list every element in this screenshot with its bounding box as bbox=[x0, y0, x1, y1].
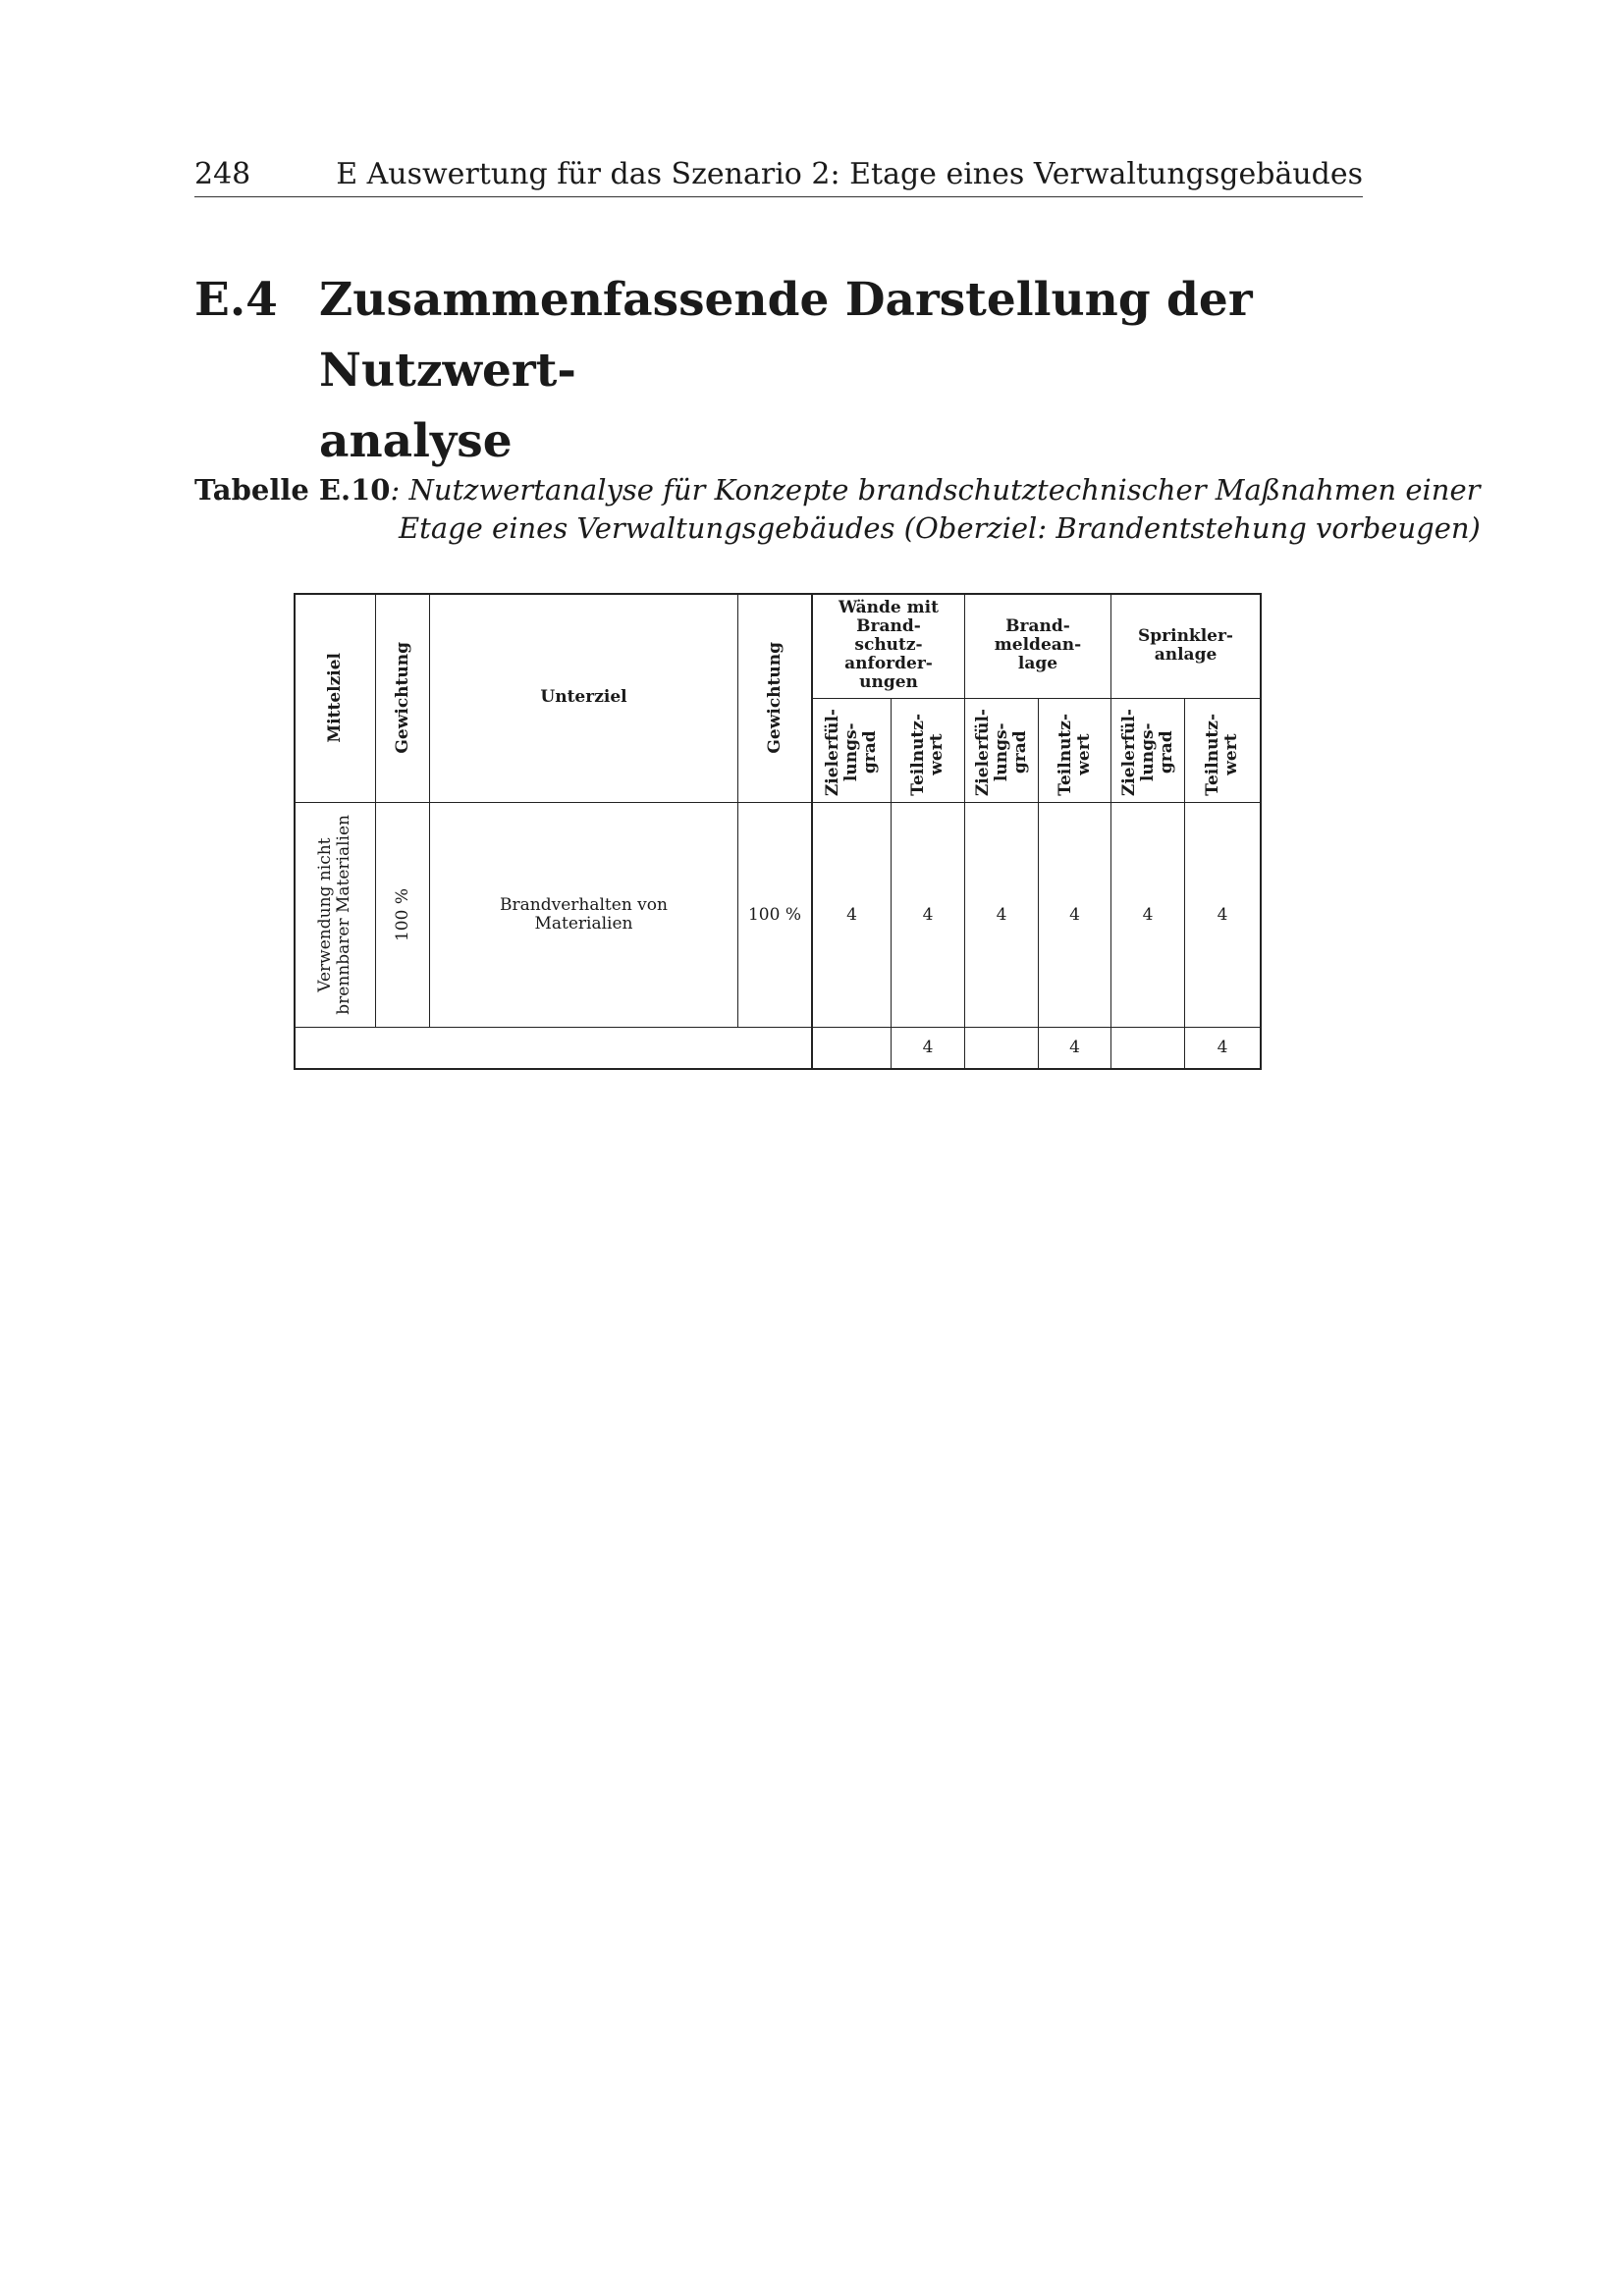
subheader-label: Zielerfül- lungs- grad bbox=[972, 708, 1030, 796]
subheader-label: Zielerfül- lungs- grad bbox=[823, 708, 880, 796]
value-cell: 4 bbox=[846, 904, 857, 925]
concept-name-line: lage bbox=[1017, 654, 1058, 673]
header-mittelziel bbox=[294, 593, 376, 802]
concept-name-line: anlage bbox=[1154, 644, 1218, 665]
concept-name-line: Brand- bbox=[1005, 616, 1070, 636]
page-header bbox=[194, 155, 1363, 197]
mittelziel-text: Verwendung nicht brennbarer Materialien bbox=[315, 815, 353, 1015]
utility-analysis-table bbox=[294, 593, 1262, 1070]
section-title-line: analyse bbox=[319, 414, 513, 468]
gewichtung-value: 100 % bbox=[747, 904, 801, 925]
header-concept bbox=[1111, 593, 1260, 698]
value-cell: 4 bbox=[1217, 904, 1228, 925]
subheader-zielerfuellungsgrad bbox=[1111, 699, 1184, 802]
total-cell: 4 bbox=[1069, 1038, 1080, 1057]
total-cell: 4 bbox=[1217, 1038, 1228, 1057]
subheader-teilnutzwert bbox=[1185, 699, 1260, 802]
subheader-zielerfuellungsgrad bbox=[813, 699, 891, 802]
subheader-label: Teilnutz- wert bbox=[908, 714, 947, 796]
concept-name-line: schutz- bbox=[854, 635, 923, 655]
section-number: E.4 bbox=[194, 273, 278, 327]
header-concept bbox=[965, 593, 1110, 698]
subheader-zielerfuellungsgrad bbox=[965, 699, 1038, 802]
caption-line bbox=[194, 471, 1481, 509]
header-concept bbox=[813, 593, 964, 698]
concept-name-line: anforder- bbox=[844, 654, 933, 673]
table-rule bbox=[294, 1027, 1262, 1028]
header-mittelziel-label: Mittelziel bbox=[324, 652, 345, 743]
subheader-label: Teilnutz- wert bbox=[1203, 714, 1241, 796]
gewichtung-value: 100 % bbox=[392, 887, 412, 941]
concept-name-line: Wände mit bbox=[839, 598, 939, 617]
value-cell: 4 bbox=[996, 904, 1007, 925]
value-cell: 4 bbox=[1142, 904, 1154, 925]
section-title bbox=[319, 265, 1360, 477]
row-gewichtung bbox=[738, 803, 811, 1027]
running-title: E Auswertung für das Szenario 2: Etage eines Verwaltungsgebäudes bbox=[336, 157, 1363, 191]
header-gewichtung bbox=[376, 593, 429, 802]
header-unterziel bbox=[430, 593, 737, 802]
concept-name-line: Brand- bbox=[856, 616, 921, 636]
header-gewichtung-label: Gewichtung bbox=[764, 641, 785, 754]
header-gewichtung bbox=[738, 593, 811, 802]
table-rule bbox=[294, 1068, 1262, 1070]
subheader-label: Zielerfül- lungs- grad bbox=[1118, 708, 1176, 796]
value-cell: 4 bbox=[1069, 904, 1080, 925]
row-gewichtung bbox=[376, 803, 429, 1027]
row-mittelziel bbox=[294, 803, 376, 1027]
table-caption bbox=[194, 471, 1481, 548]
total-cell: 4 bbox=[922, 1038, 934, 1057]
concept-name-line: meldean- bbox=[994, 635, 1082, 655]
header-unterziel-label: Unterziel bbox=[540, 687, 627, 707]
unterziel-line: Materialien bbox=[534, 914, 633, 934]
concept-name-line: ungen bbox=[859, 672, 918, 692]
section-title-line: Zusammenfassende Darstellung der Nutzwert- bbox=[319, 273, 1253, 398]
caption-line: Etage eines Verwaltungsgebäudes (Oberziel: Brandentstehung vorbeugen) bbox=[399, 511, 1481, 545]
subheader-teilnutzwert bbox=[892, 699, 964, 802]
header-gewichtung-label: Gewichtung bbox=[392, 641, 412, 754]
value-cell: 4 bbox=[922, 904, 934, 925]
concept-name-line: Sprinkler- bbox=[1137, 625, 1233, 646]
subheader-teilnutzwert bbox=[1039, 699, 1110, 802]
caption-text: : Nutzwertanalyse für Konzepte brandschutztechnischer Maßnahmen einer bbox=[390, 473, 1481, 507]
caption-label: Tabelle E.10 bbox=[194, 473, 391, 507]
unterziel-line: Brandverhalten von bbox=[500, 895, 668, 915]
row-unterziel bbox=[430, 803, 737, 1027]
page-number: 248 bbox=[194, 157, 251, 191]
table-rule bbox=[1260, 593, 1262, 1070]
subheader-label: Teilnutz- wert bbox=[1055, 714, 1094, 796]
